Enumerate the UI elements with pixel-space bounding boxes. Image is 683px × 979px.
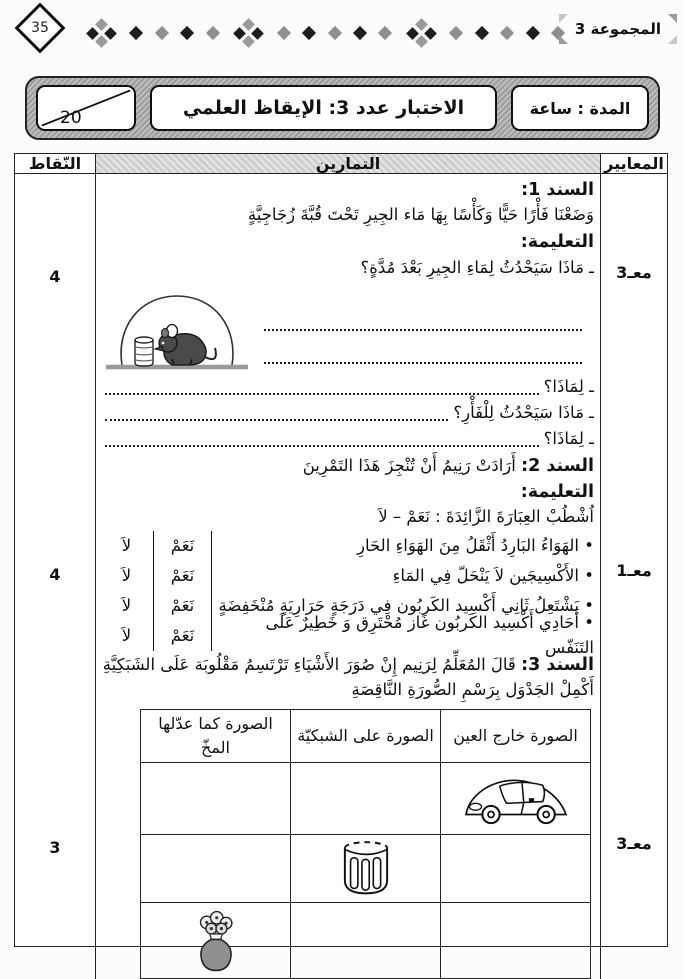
- corner-triangle-icon: [559, 35, 568, 44]
- empty-cell[interactable]: [441, 835, 591, 903]
- question-label: ـ لِمَاذَا؟: [543, 428, 594, 448]
- answer-lines: [258, 284, 594, 374]
- yes-option[interactable]: نَعَمْ: [154, 531, 212, 561]
- exercise1-question4-line: [100, 426, 594, 452]
- diamond-icon: [277, 26, 291, 40]
- points-value-1: 4: [49, 266, 61, 286]
- diamond-icon: [155, 26, 169, 40]
- duration-box: [511, 85, 649, 131]
- criteria-label-1: معـ3: [616, 262, 652, 282]
- title-box: [150, 85, 497, 131]
- exercise2-text: أَرَادَتْ رَنِيمُ أَنْ تُنْجِزَ هَذَا التَمْرِينَ: [302, 455, 516, 475]
- yes-option[interactable]: نَعَمْ: [154, 621, 212, 651]
- exercise1-text: وَضَعْنَا فَأْرًا حَيًّا وَكَأْسًا بِهَا مَاء الجِيرِ تَحْتَ قُبَّةَ زُجَاجِيَّةٍ: [247, 205, 594, 225]
- exercise1-question1: ـ مَاذَا سَيَحْدُثُ لِمَاءِ الجِيرِ بَعْدَ مُدَّةٍ؟: [360, 257, 594, 277]
- exam-header-bar: [25, 76, 660, 140]
- statement-row: [100, 561, 594, 591]
- statement-text: • الهَوَاءُ البَارِدُ أَثْقَلُ مِنَ الهَوَاءِ الحَارِ: [357, 535, 594, 555]
- table-row: [141, 903, 591, 979]
- diamond-icon: [449, 26, 463, 40]
- no-option[interactable]: لاَ: [100, 561, 154, 591]
- score-total: 20: [60, 108, 82, 128]
- diamond-icon: [302, 26, 316, 40]
- exercise3-title-line: [100, 652, 594, 678]
- empty-cell[interactable]: [441, 903, 591, 979]
- exercises-column-header: التمارين: [95, 154, 601, 173]
- flower-vase-illustration-icon: [191, 910, 241, 972]
- mouse-under-glass-dome-icon: [102, 286, 252, 374]
- duration-label: المدة : ساعة: [529, 98, 631, 118]
- inverted-cup-illustration-icon: [340, 839, 392, 899]
- yes-option[interactable]: نَعَمْ: [154, 591, 212, 621]
- vision-table-header-row: [141, 710, 591, 763]
- inverted-cup-cell: [291, 835, 441, 903]
- page-number-badge: [15, 3, 66, 54]
- bell-jar-mouse-illustration: [100, 284, 258, 374]
- exercise1-title: السند 1:: [521, 180, 594, 200]
- exercise1-scene-row: [100, 284, 594, 374]
- question-label: ـ مَاذَا سَيَحْدُثُ لِلْفَأْرِ؟: [453, 402, 594, 422]
- exercise3-text: قَالَ المُعَلِّمُ لِرَنِيم إِنْ صُوَرَ الأَشْيَاءِ تَرْتَسِمُ مَقْلُوبَة عَلَى الشَبَكِيَّةِ: [102, 655, 516, 674]
- diamond-cluster-icon: [406, 20, 436, 46]
- points-column: [15, 174, 95, 979]
- yes-option[interactable]: نَعَمْ: [154, 561, 212, 591]
- exercise2-title: السند 2:: [521, 455, 594, 476]
- diamond-icon: [129, 26, 143, 40]
- exercise3-text2: أَكْمِلْ الجَدْوَل بِرَسْمِ الصُّورَةِ النَّاقِصَةِ: [351, 680, 594, 700]
- flower-vase-cell: [141, 903, 291, 979]
- diamond-icon: [180, 26, 194, 40]
- car-cell: [441, 763, 591, 835]
- exercise1-question2-line: [100, 374, 594, 400]
- vision-table: [140, 709, 591, 979]
- top-strip: [0, 0, 683, 70]
- exercise3-title: السند 3:: [521, 655, 594, 675]
- table-row: [141, 835, 591, 903]
- answer-dotted-line[interactable]: [264, 331, 582, 364]
- diagonal-line-icon: [38, 87, 134, 129]
- group-label: المجموعة 3: [561, 14, 675, 44]
- criteria-label-2: معـ1: [616, 560, 652, 580]
- empty-cell[interactable]: [141, 835, 291, 903]
- statement-text: • الأَكْسِيجَين لاَ يَنْحَلّ فِي المَاءِ: [392, 565, 594, 585]
- empty-cell[interactable]: [291, 903, 441, 979]
- question-label: ـ لِمَاذَا؟: [543, 376, 594, 396]
- statement-row: [100, 613, 594, 657]
- exam-table: [14, 153, 668, 947]
- diamond-icon: [475, 26, 489, 40]
- corner-triangle-icon: [559, 14, 568, 23]
- column-brain-corrected: الصورة كما عدّلها المخّ: [141, 710, 291, 763]
- exercise2-title-line: [100, 453, 594, 479]
- points-column-header: النّقاط: [28, 154, 82, 173]
- no-option[interactable]: لاَ: [100, 591, 154, 621]
- corner-triangle-icon: [668, 35, 677, 44]
- exercise1-instruction-label: التعليمة:: [520, 232, 594, 253]
- exercise2-instruction: اُشْطُبْ العِبَارَةَ الزَّائِدَةَ : نَعَمْ – لاَ: [378, 507, 594, 526]
- empty-cell[interactable]: [291, 763, 441, 835]
- statement-text: • أَحَادِي أَكْسِيد الكَربُون غَاز مُحْتَرِق وَ خَطِيرٌ عَلَى التَنَفّس: [265, 613, 594, 657]
- diamond-cluster-icon: [86, 20, 116, 46]
- table-row: [141, 763, 591, 835]
- car-illustration-icon: [460, 772, 572, 826]
- column-on-retina: الصورة على الشبكيّة: [291, 710, 441, 763]
- score-box: [36, 85, 136, 131]
- corner-triangle-icon: [668, 14, 677, 23]
- empty-cell[interactable]: [141, 763, 291, 835]
- statement-row: [100, 531, 594, 561]
- diamond-icon: [327, 26, 341, 40]
- column-outside-eye: الصورة خارج العين: [441, 710, 591, 763]
- exam-table-header: [15, 154, 667, 174]
- no-option[interactable]: لاَ: [100, 531, 154, 561]
- diamond-icon: [378, 26, 392, 40]
- yes-no-cells: [100, 591, 212, 621]
- exercises-column: [95, 174, 601, 979]
- criteria-column: [601, 174, 667, 979]
- points-value-2: 4: [49, 564, 61, 584]
- diamond-icon: [500, 26, 514, 40]
- exam-title: الاختبار عدد 3: الإيقاظ العلمي: [182, 97, 465, 119]
- diamond-icon: [353, 26, 367, 40]
- points-value-3: 3: [49, 838, 61, 858]
- diamond-icon: [206, 26, 220, 40]
- statement-text: • يَشْتَعِلُ ثَانِي أَكْسِيد الكَربُون فِي دَرَجَةٍ حَرَارِيَةٍ مُنْخَفِضَةٍ: [218, 595, 594, 615]
- decorative-diamond-border: [86, 20, 563, 46]
- diamond-icon: [525, 26, 539, 40]
- answer-dotted-line[interactable]: [264, 298, 582, 331]
- exercise1-question3-line: [100, 400, 594, 426]
- answer-dotted-line[interactable]: [105, 393, 539, 395]
- criteria-label-3: معـ3: [616, 834, 652, 854]
- yes-no-cells: [100, 561, 212, 591]
- answer-dotted-line[interactable]: [105, 445, 539, 447]
- exercise2-instruction-label: التعليمة:: [520, 481, 594, 502]
- page-number: 35: [31, 20, 49, 36]
- no-option[interactable]: لاَ: [100, 621, 154, 651]
- diamond-cluster-icon: [233, 20, 263, 46]
- yes-no-cells: [100, 531, 212, 561]
- yes-no-cells: [100, 621, 212, 651]
- criteria-column-header: المعايير: [604, 154, 664, 173]
- answer-dotted-line[interactable]: [105, 419, 448, 421]
